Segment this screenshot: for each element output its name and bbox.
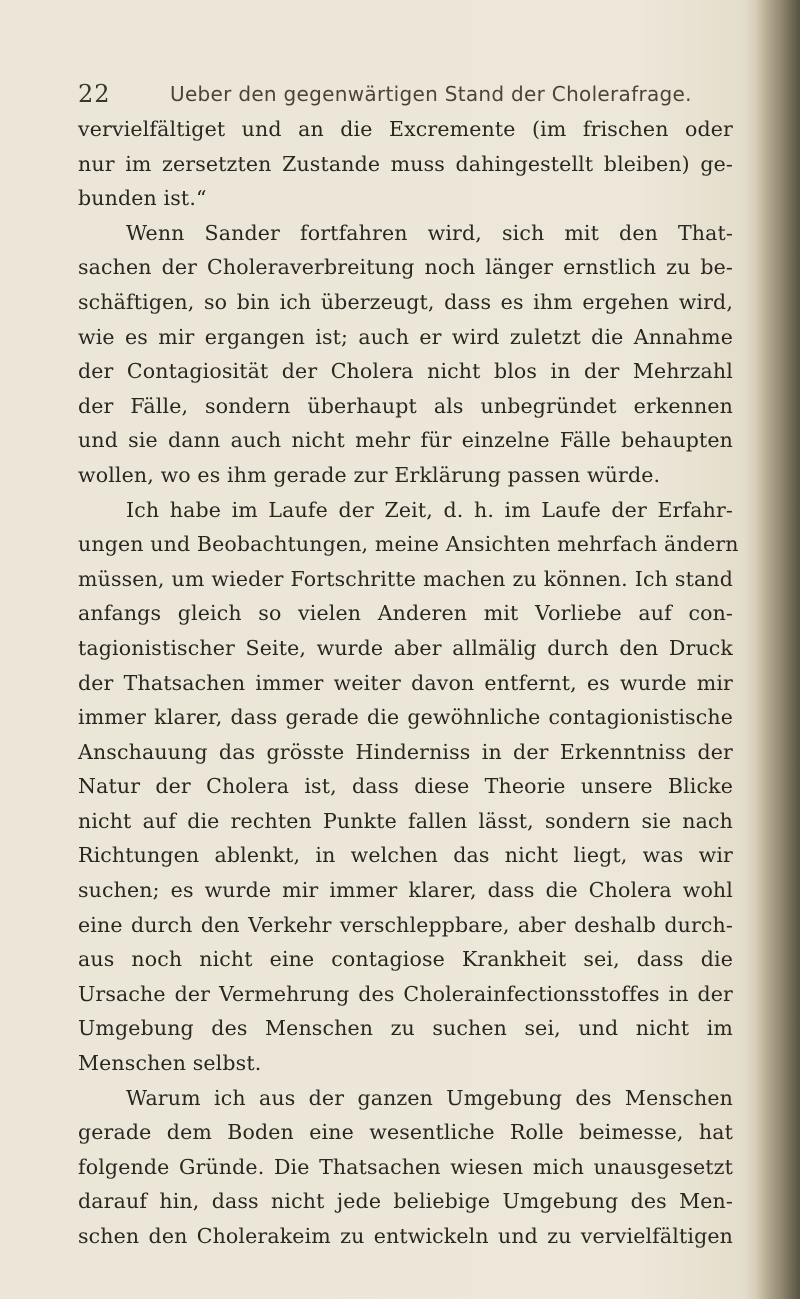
page-number: 22: [78, 80, 111, 108]
text-line: Richtungen ablenkt, in welchen das nicht liegt, was wir: [78, 843, 733, 868]
text-line: Ursache der Vermehrung des Cholerainfectionsstoffes in der: [78, 981, 733, 1006]
text-line: Wenn Sander fortfahren wird, sich mit den That-: [126, 220, 733, 245]
text-line: aus noch nicht eine contagiose Krankheit sei, dass die: [78, 947, 733, 972]
text-line: suchen; es wurde mir immer klarer, dass die Cholera wohl: [78, 878, 733, 903]
text-line: Natur der Cholera ist, dass diese Theorie unsere Blicke: [78, 774, 733, 799]
text-line: eine durch den Verkehr verschleppbare, aber deshalb durch-: [78, 912, 733, 937]
running-title: Ueber den gegenwärtigen Stand der Cholerafrage.: [170, 82, 692, 106]
text-line: ungen und Beobachtungen, meine Ansichten mehrfach ändern: [78, 532, 739, 557]
text-line: nicht auf die rechten Punkte fallen lässt, sondern sie nach: [78, 808, 733, 833]
text-line: der Contagiosität der Cholera nicht blos in der Mehrzahl: [78, 359, 733, 384]
text-line: vervielfältiget und an die Excremente (im frischen oder: [78, 117, 733, 141]
body-text: [78, 112, 739, 1254]
text-line: darauf hin, dass nicht jede beliebige Umgebung des Men-: [78, 1189, 733, 1214]
text-line: tagionistischer Seite, wurde aber allmälig durch den Druck: [78, 635, 733, 660]
text-line: sachen der Choleraverbreitung noch länger ernstlich zu be-: [78, 255, 733, 280]
text-line: der Thatsachen immer weiter davon entfernt, es wurde mir: [78, 670, 733, 695]
text-line: müssen, um wieder Fortschritte machen zu können. Ich stand: [78, 566, 733, 591]
text-line: der Fälle, sondern überhaupt als unbegründet erkennen: [78, 393, 733, 418]
text-line: folgende Gründe. Die Thatsachen wiesen mich unausgesetzt: [78, 1154, 733, 1179]
text-line: schäftigen, so bin ich überzeugt, dass es ihm ergehen wird,: [78, 289, 733, 314]
text-line: nur im zersetzten Zustande muss dahingestellt bleiben) ge-: [78, 151, 733, 176]
text-line: wie es mir ergangen ist; auch er wird zuletzt die Annahme: [78, 324, 733, 349]
page-binding-edge: [756, 0, 800, 1299]
text-line: bunden ist.“: [78, 186, 207, 211]
text-line: anfangs gleich so vielen Anderen mit Vorliebe auf con-: [78, 601, 733, 626]
page-header: [78, 80, 718, 112]
text-line: Ich habe im Laufe der Zeit, d. h. im Laufe der Erfahr-: [126, 497, 733, 522]
text-line: gerade dem Boden eine wesentliche Rolle beimesse, hat: [78, 1120, 733, 1145]
text-line: Anschauung das grösste Hinderniss in der Erkenntniss der: [78, 739, 733, 764]
text-line: Menschen selbst.: [78, 1051, 262, 1076]
text-line: immer klarer, dass gerade die gewöhnliche contagionistische: [78, 705, 733, 730]
text-line: Umgebung des Menschen zu suchen sei, und nicht im: [78, 1016, 733, 1041]
text-line: Warum ich aus der ganzen Umgebung des Menschen: [126, 1085, 733, 1110]
text-line: schen den Cholerakeim zu entwickeln und zu vervielfältigen: [78, 1224, 733, 1248]
text-line: wollen, wo es ihm gerade zur Erklärung passen würde.: [78, 462, 661, 487]
text-line: und sie dann auch nicht mehr für einzelne Fälle behaupten: [78, 428, 733, 453]
